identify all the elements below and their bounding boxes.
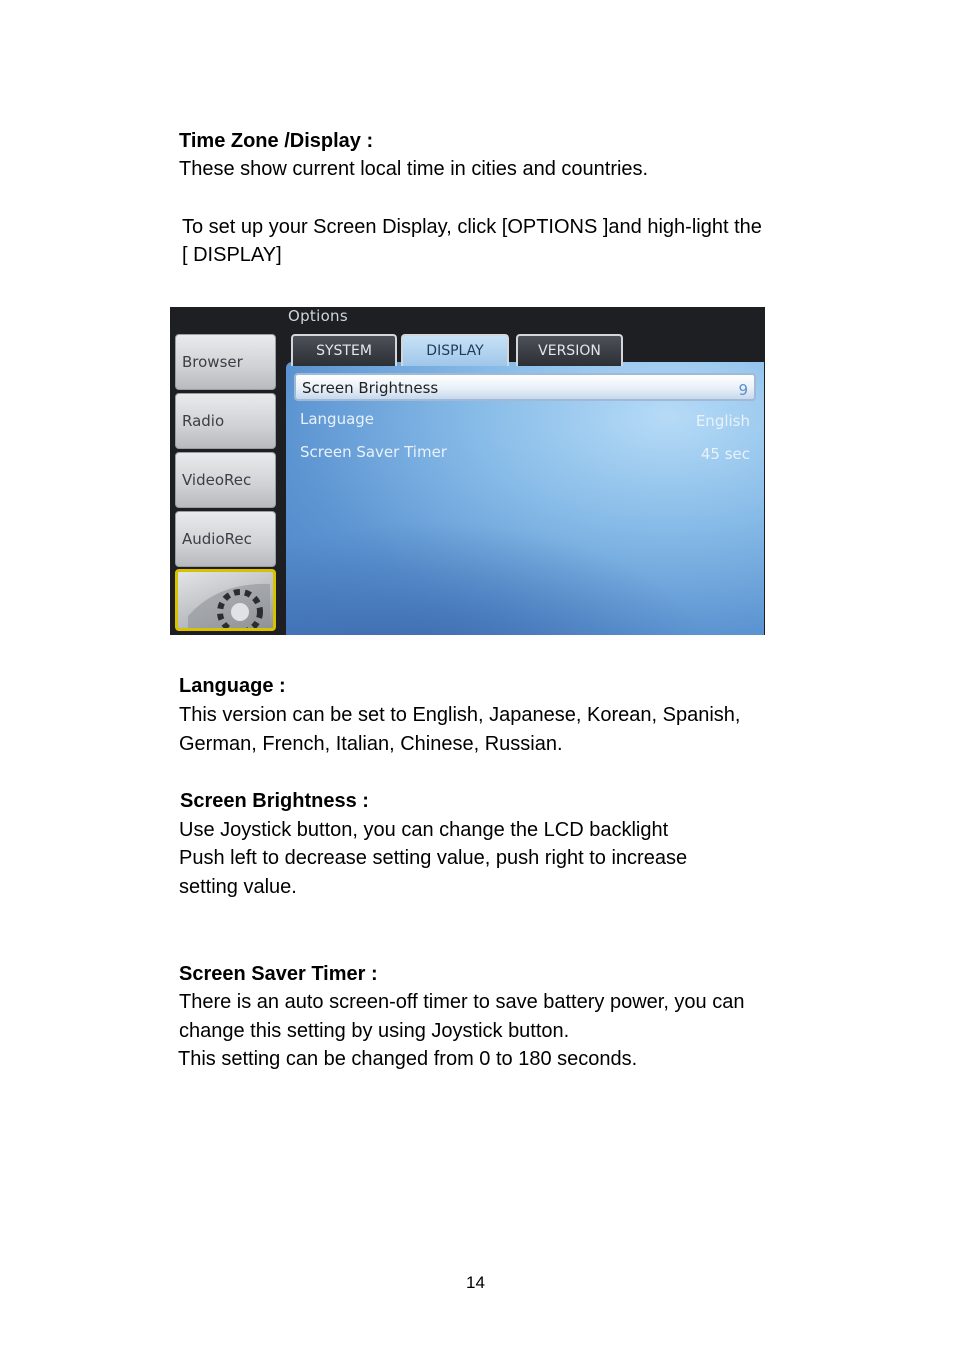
paragraph-setup-line2: [ DISPLAY] [182,244,282,266]
paragraph-saver-line2: change this setting by using Joystick button. [179,1020,570,1042]
section-heading-saver: Screen Saver Timer : [179,963,378,985]
row-label: Screen Brightness [302,379,439,397]
sidebar-item-browser[interactable]: Browser [175,334,276,390]
row-language[interactable] [294,406,756,434]
sidebar-item-audiorec[interactable]: AudioRec [175,511,276,567]
options-title: Options [288,307,348,325]
options-screenshot [170,307,765,635]
row-screen-saver-timer[interactable] [294,439,756,467]
paragraph-brightness-line1: Use Joystick button, you can change the LCD backlight [179,819,669,841]
sidebar-item-radio[interactable]: Radio [175,393,276,449]
paragraph-saver-line3: This setting can be changed from 0 to 180 seconds. [178,1048,638,1070]
row-screen-brightness[interactable] [294,373,756,401]
sidebar-item-options[interactable] [175,569,276,631]
section-heading-timezone: Time Zone /Display : [179,130,374,152]
section-heading-brightness: Screen Brightness : [180,790,369,812]
row-value: 45 sec [700,445,750,463]
paragraph-language-line2: German, French, Italian, Chinese, Russian. [179,733,563,755]
tab-display[interactable]: DISPLAY [401,334,509,366]
paragraph-saver-line1: There is an auto screen-off timer to save battery power, you can [179,991,745,1013]
paragraph-setup-line1: To set up your Screen Display, click [OPTIONS ]and high-light the [182,216,762,238]
page-number: 14 [466,1273,485,1292]
paragraph-brightness-line2: Push left to decrease setting value, push right to increase [179,847,688,869]
paragraph-brightness-line3: setting value. [179,876,297,898]
tab-version[interactable]: VERSION [516,334,623,366]
row-label: Screen Saver Timer [300,443,447,461]
row-label: Language [300,410,375,428]
panel-wave-decoration [286,497,764,635]
paragraph-language-line1: This version can be set to English, Japanese, Korean, Spanish, [179,704,741,726]
paragraph-timezone: These show current local time in cities and countries. [179,158,649,180]
row-value: English [695,412,750,430]
gear-icon [178,572,273,628]
row-value: 9 [738,381,748,399]
tab-system[interactable]: SYSTEM [291,334,397,366]
sidebar-item-videorec[interactable]: VideoRec [175,452,276,508]
section-heading-language: Language : [179,675,286,697]
